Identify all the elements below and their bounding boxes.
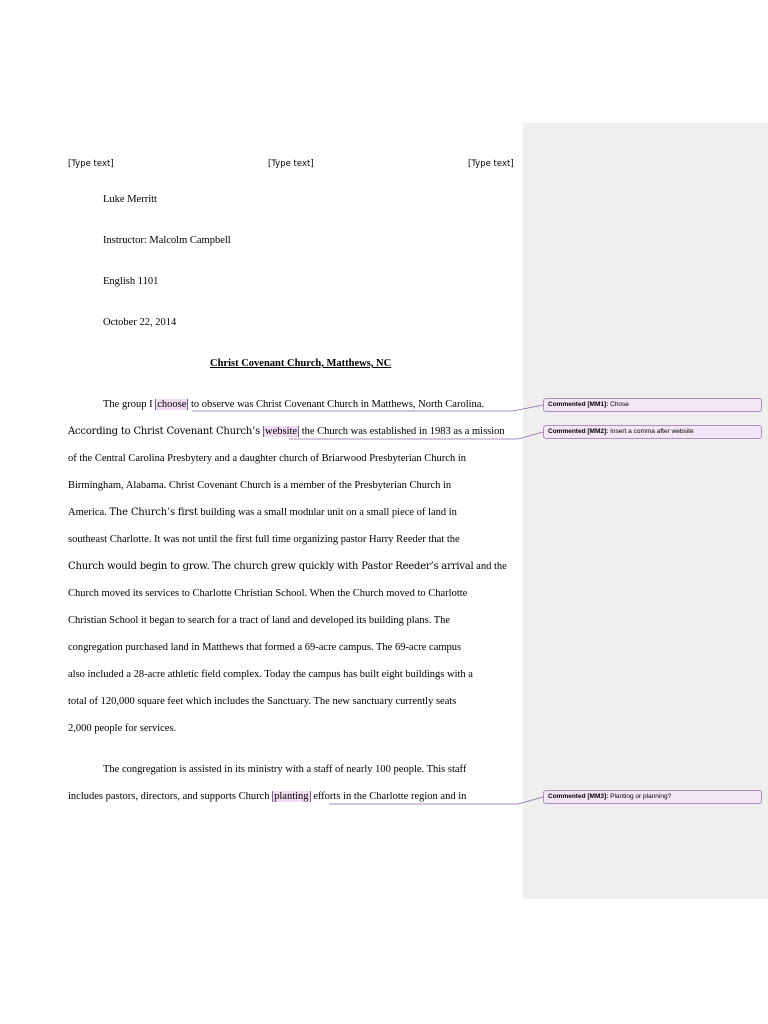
p1-line-6: southeast Charlotte. It was not until the first full time organizing pastor Harry Reeder that the — [68, 534, 460, 545]
comment-label: Commented [MM1]: — [548, 401, 609, 408]
comment-text: Planting or planning? — [610, 793, 672, 800]
text-run: includes pastors, directors, and supports Church — [68, 791, 273, 802]
comment-anchor-mm3[interactable]: planting — [274, 791, 309, 802]
p1-line-5 — [68, 507, 457, 518]
course-line: English 1101 — [103, 276, 159, 287]
comment-anchor-mm1[interactable]: choose — [157, 399, 187, 410]
comment-text: Insert a comma after website — [610, 428, 694, 435]
comment-text: Chose — [610, 401, 629, 408]
author-name: Luke Merritt — [103, 194, 157, 205]
text-run: efforts in the Charlotte region and in — [310, 791, 467, 802]
p1-line-7 — [68, 561, 507, 572]
p1-line-4: Birmingham, Alabama. Christ Covenant Church is a member of the Presbyterian Church in — [68, 480, 452, 491]
comment-label: Commented [MM3]: — [548, 793, 609, 800]
text-run: to observe was Christ Covenant Church in Matthews, North Carolina. — [188, 399, 485, 410]
text-run: building was a small modular unit on a small piece of land in — [197, 507, 457, 518]
text-run: the Church was established in 1983 as a mission — [299, 426, 505, 437]
header-center: [Type text] — [268, 159, 314, 169]
p1-line-12: total of 120,000 square feet which includes the Sanctuary. The new sanctuary currently seats — [68, 696, 457, 707]
text-run: Church would begin to grow. The church grew quickly with Pastor Reeder’s arrival — [68, 561, 474, 572]
essay-title: Christ Covenant Church, Matthews, NC — [210, 358, 392, 369]
p2-line-2 — [68, 791, 466, 802]
p1-line-10: congregation purchased land in Matthews that formed a 69-acre campus. The 69-acre campus — [68, 642, 462, 653]
p1-line-1 — [103, 399, 484, 410]
p1-line-3: of the Central Carolina Presbytery and a daughter church of Briarwood Presbyterian Church in — [68, 453, 467, 464]
comment-balloon-mm1[interactable] — [543, 398, 762, 412]
text-run: The Church’s first — [109, 507, 198, 518]
text-run: and the — [473, 561, 507, 572]
text-run: According to Christ Covenant Church’s — [68, 426, 263, 437]
p1-line-8: Church moved its services to Charlotte Christian School. When the Church moved to Charlotte — [68, 588, 468, 599]
text-run: The group I — [103, 399, 156, 410]
date-line: October 22, 2014 — [103, 317, 177, 328]
header-left: [Type text] — [68, 159, 114, 169]
comment-anchor-mm2[interactable]: website — [264, 426, 298, 437]
text-run: America. — [68, 507, 110, 518]
header-right: [Type text] — [468, 159, 514, 169]
p1-line-9: Christian School it began to search for a tract of land and developed its building plans. The — [68, 615, 451, 626]
comment-balloon-mm2[interactable] — [543, 425, 762, 439]
comment-balloon-mm3[interactable] — [543, 790, 762, 804]
p1-line-13: 2,000 people for services. — [68, 723, 177, 734]
comment-label: Commented [MM2]: — [548, 428, 609, 435]
p1-line-2 — [68, 426, 505, 437]
instructor-line: Instructor: Malcolm Campbell — [103, 235, 231, 246]
p1-line-11: also included a 28-acre athletic field complex. Today the campus has built eight buildings with a — [68, 669, 473, 680]
p2-line-1: The congregation is assisted in its ministry with a staff of nearly 100 people. This staff — [103, 764, 467, 775]
